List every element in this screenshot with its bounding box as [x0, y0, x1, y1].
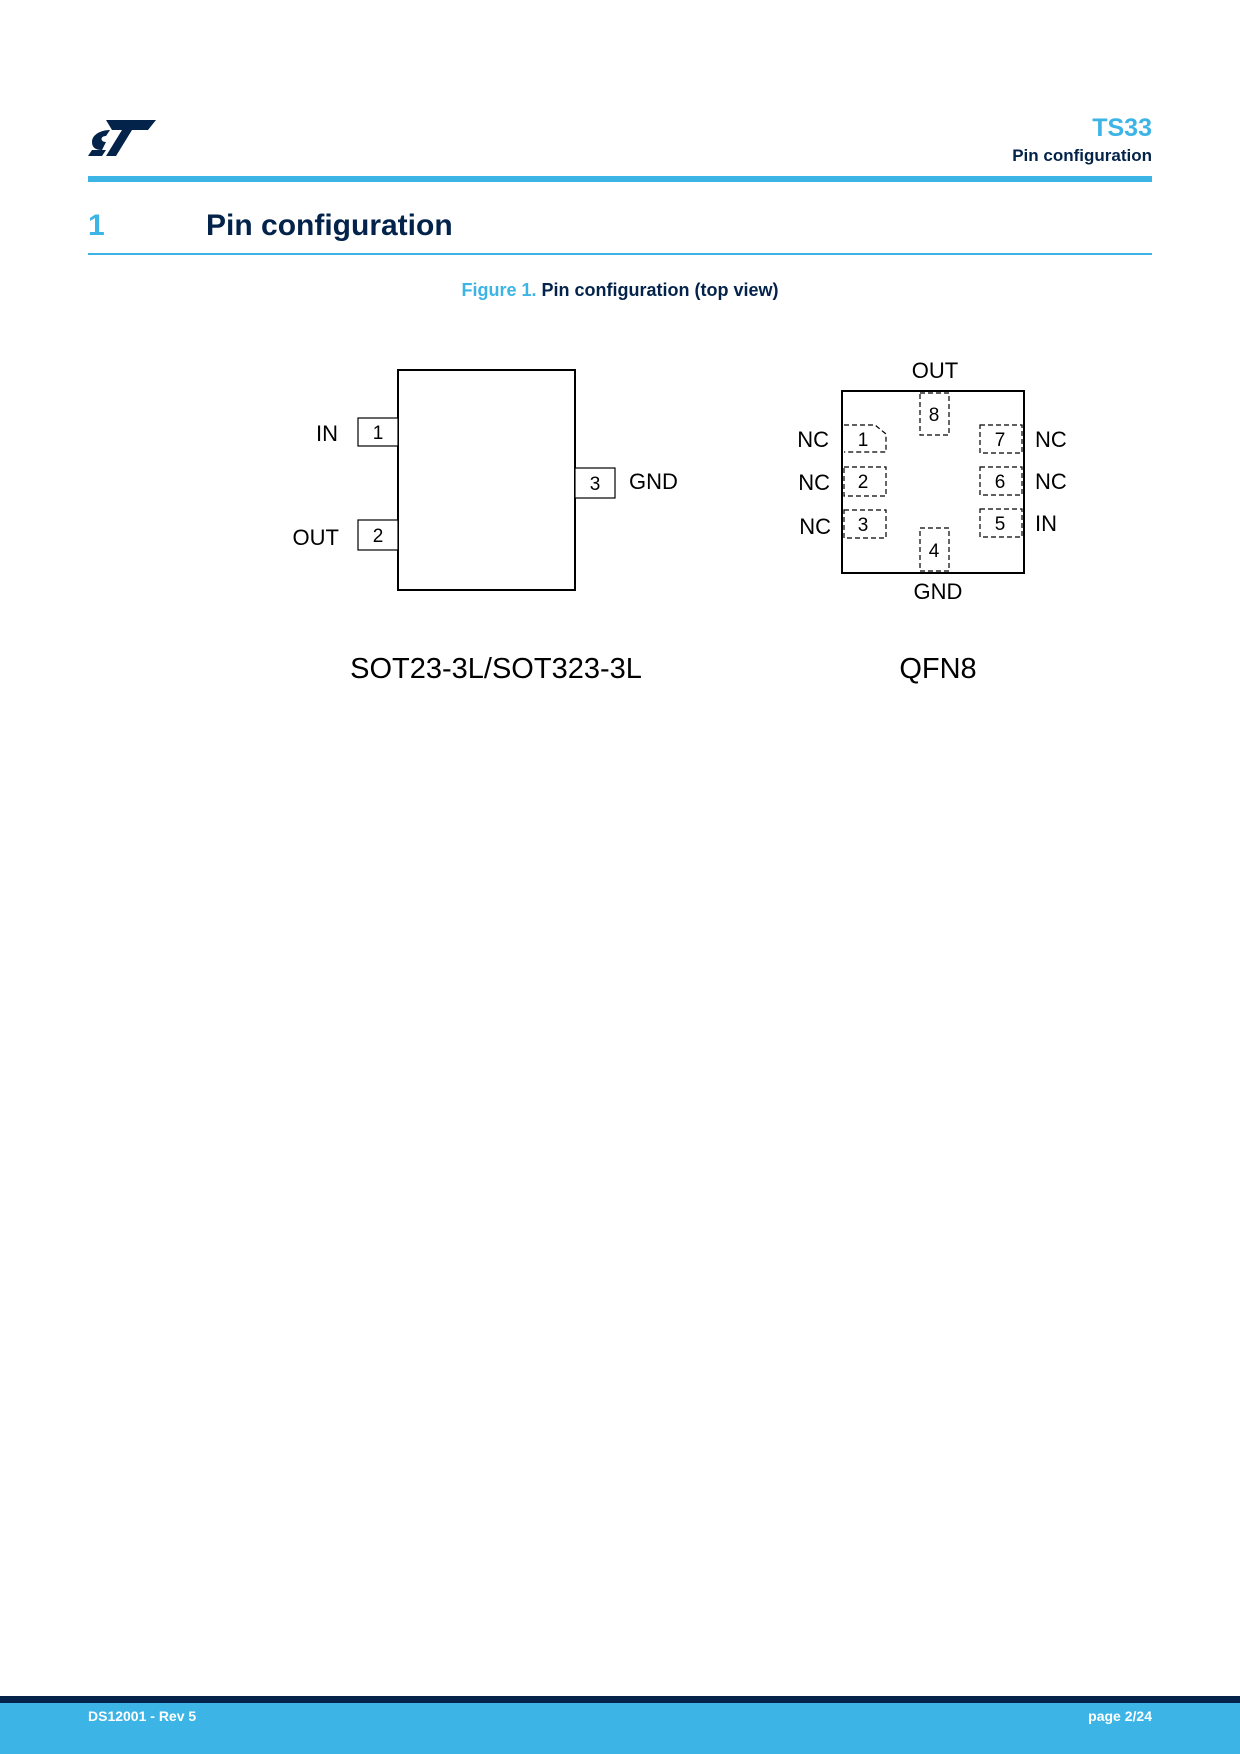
qfn8-pin-7-label: NC	[1035, 427, 1067, 452]
sot23-pin-1-label: IN	[316, 421, 338, 446]
sot23-pin-3-label: GND	[629, 469, 678, 494]
qfn8-pin-1-number: 1	[857, 430, 869, 451]
qfn8-package-diagram	[797, 358, 1067, 685]
qfn8-pin-7-number: 7	[994, 430, 1006, 451]
sot23-pin-2-number: 2	[372, 526, 384, 547]
header-product-name: TS33	[1092, 114, 1152, 142]
pin-configuration-figure	[0, 0, 1240, 720]
footer-bar	[0, 1696, 1240, 1754]
header-section-name: Pin configuration	[1012, 146, 1152, 165]
qfn8-pin-3-label: NC	[799, 514, 831, 539]
qfn8-pin-8-number: 8	[928, 405, 940, 426]
section-title: Pin configuration	[206, 209, 453, 242]
section-number: 1	[88, 209, 105, 242]
footer-document-id: DS12001 - Rev 5	[88, 1708, 197, 1724]
qfn8-package-name: QFN8	[899, 653, 977, 685]
qfn8-pin-8-label: OUT	[911, 358, 959, 383]
qfn8-pin-4-label: GND	[913, 579, 963, 604]
qfn8-pin-2-number: 2	[857, 472, 869, 493]
sot23-package-name: SOT23-3L/SOT323-3L	[350, 653, 642, 685]
figure-title: Pin configuration (top view)	[541, 280, 779, 300]
footer-page-number: page 2/24	[1088, 1708, 1152, 1724]
sot23-pin-2-label: OUT	[292, 525, 339, 550]
qfn8-pin-5-number: 5	[994, 514, 1006, 535]
sot23-body	[398, 370, 575, 590]
qfn8-pin-5-label: IN	[1035, 511, 1057, 536]
qfn8-pin-6-number: 6	[994, 472, 1006, 493]
sot23-pin-3-number: 3	[589, 474, 601, 495]
qfn8-pin-3-number: 3	[857, 515, 869, 536]
qfn8-pin-6-label: NC	[1035, 469, 1067, 494]
figure-number: Figure 1.	[461, 280, 537, 300]
qfn8-pin-4-number: 4	[928, 541, 940, 562]
qfn8-pin-2-label: NC	[798, 470, 830, 495]
qfn8-pin-1-label: NC	[797, 427, 829, 452]
footer-accent-strip	[0, 1696, 1240, 1703]
sot23-package-diagram	[293, 370, 678, 685]
sot23-pin-1-number: 1	[372, 423, 384, 444]
